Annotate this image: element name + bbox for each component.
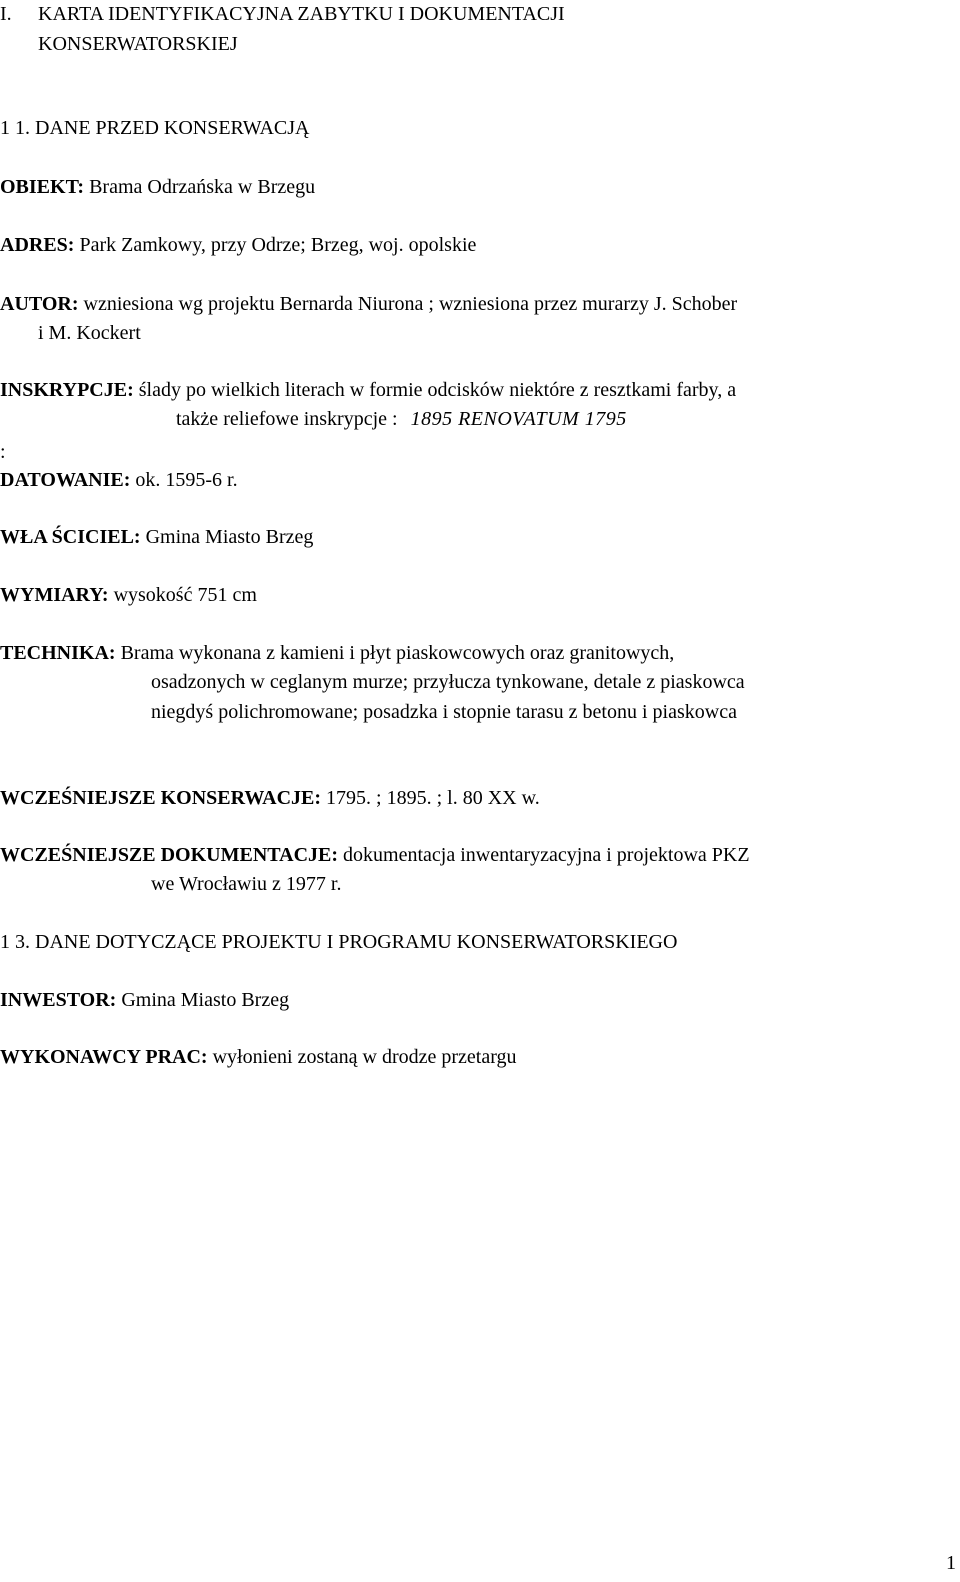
wczesniejsze-konserwacje-value: 1795. ; 1895. ; l. 80 XX w. <box>326 787 540 809</box>
wczesniejsze-konserwacje-label: WCZEŚNIEJSZE KONSERWACJE: <box>0 787 322 809</box>
wczesniejsze-dokumentacje-value-line2: we Wrocławiu z 1977 r. <box>151 873 342 895</box>
inskrypcje-label: INSKRYPCJE: <box>0 379 134 401</box>
inwestor-label: INWESTOR: <box>0 989 117 1011</box>
inscription-text: 1895 RENOVATUM 1795 <box>410 408 627 430</box>
wczesniejsze-dokumentacje-row <box>0 845 750 865</box>
inskrypcje-value-line2: także reliefowe inskrypcje : <box>176 408 398 430</box>
wczesniejsze-konserwacje-row <box>0 788 540 808</box>
wlasciciel-value: Gmina Miasto Brzeg <box>145 526 314 548</box>
technika-label: TECHNIKA: <box>0 642 116 664</box>
adres-row <box>0 235 476 255</box>
technika-value-line1: Brama wykonana z kamieni i płyt piaskowcowych oraz granitowych, <box>120 642 675 664</box>
obiekt-label: OBIEKT: <box>0 176 85 198</box>
autor-value-line1: wzniesiona wg projektu Bernarda Niurona ; wzniesiona przez murarzy J. Schober <box>83 293 738 315</box>
adres-value: Park Zamkowy, przy Odrze; Brzeg, woj. opolskie <box>79 234 477 256</box>
inskrypcje-value-line1: ślady po wielkich literach w formie odcisków niektóre z resztkami farby, a <box>138 379 737 401</box>
autor-value-line2: i M. Kockert <box>38 322 141 344</box>
datowanie-label: DATOWANIE: <box>0 469 131 491</box>
wymiary-label: WYMIARY: <box>0 584 109 606</box>
wczesniejsze-dokumentacje-value-line1: dokumentacja inwentaryzacyjna i projektowa PKZ <box>343 844 750 866</box>
inwestor-row <box>0 990 289 1010</box>
wykonawcy-label: WYKONAWCY PRAC: <box>0 1046 208 1068</box>
inskrypcje-colon: : <box>0 441 6 463</box>
wczesniejsze-dokumentacje-label: WCZEŚNIEJSZE DOKUMENTACJE: <box>0 844 339 866</box>
section-1-title: 1 1. DANE PRZED KONSERWACJĄ <box>0 117 310 139</box>
obiekt-value: Brama Odrzańska w Brzegu <box>89 176 316 198</box>
inwestor-value: Gmina Miasto Brzeg <box>121 989 290 1011</box>
technika-value-line2: osadzonych w ceglanym murze; przyłucza tynkowane, detale z piaskowca <box>151 671 745 693</box>
document-title-line1: KARTA IDENTYFIKACYJNA ZABYTKU I DOKUMENTACJI <box>38 3 565 25</box>
wlasciciel-label: WŁA ŚCICIEL: <box>0 526 141 548</box>
technika-row <box>0 643 674 663</box>
wykonawcy-value: wyłonieni zostaną w drodze przetargu <box>212 1046 517 1068</box>
document-title-line2: KONSERWATORSKIEJ <box>38 33 238 55</box>
inskrypcje-line2 <box>176 409 627 429</box>
wykonawcy-row <box>0 1047 517 1067</box>
datowanie-row <box>0 470 238 490</box>
datowanie-value: ok. 1595-6 r. <box>135 469 238 491</box>
page-number: 1 <box>946 1552 956 1574</box>
inskrypcje-row <box>0 380 736 400</box>
wymiary-value: wysokość 751 cm <box>113 584 257 606</box>
autor-row <box>0 294 737 314</box>
autor-label: AUTOR: <box>0 293 79 315</box>
technika-value-line3: niegdyś polichromowane; posadzka i stopnie tarasu z betonu i piaskowca <box>151 701 737 723</box>
wymiary-row <box>0 585 257 605</box>
section-3-title: 1 3. DANE DOTYCZĄCE PROJEKTU I PROGRAMU KONSERWATORSKIEGO <box>0 931 678 953</box>
obiekt-row <box>0 177 315 197</box>
header-number: I. <box>0 3 12 25</box>
wlasciciel-row <box>0 527 313 547</box>
adres-label: ADRES: <box>0 234 75 256</box>
